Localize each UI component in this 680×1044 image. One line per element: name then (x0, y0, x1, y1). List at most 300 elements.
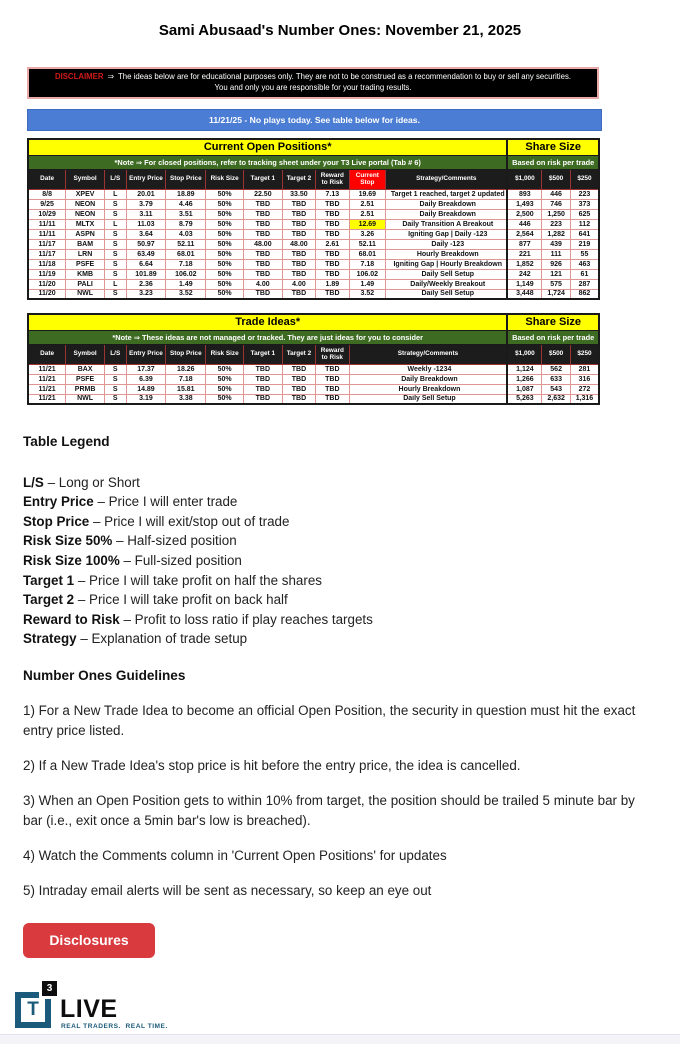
cell-s250: 463 (570, 259, 599, 269)
cell-symbol: ASPN (66, 229, 105, 239)
cell-t2: TBD (282, 394, 315, 404)
table-row (28, 394, 599, 404)
cell-ls: S (104, 239, 126, 249)
column-header-strategy: Strategy/Comments (349, 344, 507, 364)
table-note: *Note ⇒ For closed positions, refer to tracking sheet under your T3 Live portal (Tab # 6) (28, 155, 507, 169)
cell-rr: TBD (316, 229, 349, 239)
disclaimer-line-1 (35, 72, 591, 83)
column-header-date: Date (28, 169, 66, 189)
cell-entry: 63.49 (126, 249, 166, 259)
cell-s1000: 446 (507, 219, 541, 229)
cell-strategy: Igniting Gap | Daily -123 (386, 229, 508, 239)
cell-risk: 50% (206, 199, 244, 209)
cell-symbol: LRN (66, 249, 105, 259)
cell-ls: S (104, 374, 126, 384)
cell-rr: TBD (316, 364, 349, 374)
cell-stop: 52.11 (166, 239, 206, 249)
cell-ls: S (104, 209, 126, 219)
cell-stop: 3.52 (166, 289, 206, 299)
cell-cur_stop: 7.18 (349, 259, 386, 269)
cell-cur_stop: 2.51 (349, 209, 386, 219)
cell-t2: TBD (282, 384, 315, 394)
table-note-row (28, 155, 599, 169)
cell-s500: 1,282 (542, 229, 571, 239)
cell-stop: 7.18 (166, 259, 206, 269)
legend-term: Strategy (23, 631, 77, 647)
cell-t2: TBD (282, 209, 315, 219)
column-header-s500: $500 (542, 169, 571, 189)
cell-risk: 50% (206, 289, 244, 299)
cell-date: 11/21 (28, 364, 66, 374)
column-header-t2: Target 2 (282, 344, 315, 364)
column-header-stop: Stop Price (166, 169, 206, 189)
cell-date: 8/8 (28, 189, 66, 199)
cell-t1: TBD (243, 394, 282, 404)
column-header-symbol: Symbol (66, 169, 105, 189)
cell-s250: 316 (570, 374, 599, 384)
cell-rr: TBD (316, 394, 349, 404)
cell-risk: 50% (206, 239, 244, 249)
cell-date: 11/19 (28, 269, 66, 279)
cell-s1000: 1,087 (507, 384, 541, 394)
legend-term: Stop Price (23, 513, 90, 529)
cell-risk: 50% (206, 209, 244, 219)
disclaimer-text: The ideas below are for educational purposes only. They are not to be construed as a recommendation to buy or sell any securities. (118, 72, 572, 81)
cell-t1: TBD (243, 259, 282, 269)
cell-entry: 20.01 (126, 189, 166, 199)
cell-s500: 746 (542, 199, 571, 209)
cell-t1: 48.00 (243, 239, 282, 249)
column-header-ls: L/S (104, 169, 126, 189)
cell-entry: 6.39 (126, 374, 166, 384)
legend-heading: Table Legend (23, 434, 110, 449)
table-row (28, 364, 599, 374)
guideline-item: 2) If a New Trade Idea's stop price is hit before the entry price, the idea is cancelled. (23, 757, 521, 773)
table-row (28, 374, 599, 384)
cell-date: 11/11 (28, 229, 66, 239)
cell-s250: 281 (570, 364, 599, 374)
cell-t2: TBD (282, 374, 315, 384)
cell-entry: 3.64 (126, 229, 166, 239)
cell-entry: 14.89 (126, 384, 166, 394)
legend-term: Reward to Risk (23, 611, 120, 627)
cell-s250: 55 (570, 249, 599, 259)
cell-entry: 3.19 (126, 394, 166, 404)
cell-s500: 562 (542, 364, 571, 374)
cell-date: 11/21 (28, 394, 66, 404)
share-size-title: Share Size (507, 139, 599, 155)
cell-date: 11/17 (28, 249, 66, 259)
column-header-s1000: $1,000 (507, 344, 541, 364)
cell-s1000: 2,500 (507, 209, 541, 219)
cell-date: 10/29 (28, 209, 66, 219)
table-title-row (28, 139, 599, 155)
guideline-item: 3) When an Open Position gets to within 10% from target, the position should be trailed 5 minute bar by bar (i.e., exit once a 5min bar's low is breached). (23, 792, 635, 828)
cell-symbol: BAX (66, 364, 105, 374)
cell-t2: 48.00 (282, 239, 315, 249)
column-header-rr: Reward to Risk (316, 344, 349, 364)
column-header-stop: Stop Price (166, 344, 206, 364)
cell-ls: S (104, 269, 126, 279)
open-positions-table (27, 138, 600, 300)
cell-t2: TBD (282, 269, 315, 279)
disclaimer-line-2: You and only you are responsible for your trading results. (214, 82, 412, 92)
legend-term: Target 2 (23, 592, 75, 608)
cell-rr: 2.61 (316, 239, 349, 249)
cell-date: 11/21 (28, 374, 66, 384)
cell-strategy: Daily/Weekly Breakout (386, 279, 508, 289)
cell-t2: TBD (282, 219, 315, 229)
cell-cur_stop: 1.49 (349, 279, 386, 289)
share-size-title: Share Size (507, 314, 599, 330)
column-header-t1: Target 1 (243, 344, 282, 364)
cell-rr: 7.13 (316, 189, 349, 199)
cell-t1: TBD (243, 209, 282, 219)
cell-symbol: NEON (66, 199, 105, 209)
table-row (28, 189, 599, 199)
cell-t1: TBD (243, 384, 282, 394)
cell-strategy: Daily Sell Setup (386, 269, 508, 279)
legend-term: Risk Size 100% (23, 552, 120, 568)
cell-t2: TBD (282, 199, 315, 209)
cell-strategy: Daily -123 (386, 239, 508, 249)
cell-risk: 50% (206, 229, 244, 239)
cell-symbol: NWL (66, 394, 105, 404)
cell-s500: 926 (542, 259, 571, 269)
cell-stop: 7.18 (166, 374, 206, 384)
cell-s1000: 242 (507, 269, 541, 279)
cell-ls: S (104, 259, 126, 269)
cell-s500: 2,632 (542, 394, 571, 404)
t3-logo-three: 3 (42, 981, 57, 996)
cell-t1: TBD (243, 219, 282, 229)
table-row (28, 229, 599, 239)
cell-risk: 50% (206, 384, 244, 394)
guideline-item: 1) For a New Trade Idea to become an official Open Position, the security in question must hit the exact entry price listed. (23, 702, 636, 738)
share-size-note: Based on risk per trade (507, 330, 599, 344)
cell-s1000: 1,149 (507, 279, 541, 289)
cell-ls: S (104, 384, 126, 394)
cell-symbol: PSFE (66, 374, 105, 384)
legend-item (23, 629, 648, 649)
cell-s250: 112 (570, 219, 599, 229)
cell-risk: 50% (206, 259, 244, 269)
legend-item (23, 551, 648, 571)
cell-risk: 50% (206, 249, 244, 259)
cell-ls: S (104, 229, 126, 239)
cell-t1: TBD (243, 269, 282, 279)
column-header-row (28, 169, 599, 189)
table-row (28, 219, 599, 229)
column-header-t2: Target 2 (282, 169, 315, 189)
cell-s1000: 1,493 (507, 199, 541, 209)
cell-s1000: 5,263 (507, 394, 541, 404)
table-row (28, 384, 599, 394)
table-row (28, 249, 599, 259)
cell-cur_stop: 12.69 (349, 219, 386, 229)
legend-desc: – Price I will take profit on half the shares (77, 572, 322, 588)
cell-t2: 33.50 (282, 189, 315, 199)
cell-ls: S (104, 289, 126, 299)
footer-strip (0, 1034, 680, 1044)
legend-desc: – Explanation of trade setup (80, 631, 248, 647)
cell-strategy: Hourly Breakdown (386, 249, 508, 259)
t3-logo-tagline: REAL TRADERS. REAL TIME. (61, 1022, 168, 1030)
cell-s250: 641 (570, 229, 599, 239)
disclaimer-banner (27, 67, 599, 99)
cell-rr: TBD (316, 374, 349, 384)
cell-s1000: 877 (507, 239, 541, 249)
cell-rr: TBD (316, 259, 349, 269)
cell-strategy: Daily Breakdown (386, 199, 508, 209)
cell-ls: S (104, 199, 126, 209)
t3-logo-square (15, 992, 51, 1028)
legend-desc: – Full-sized position (123, 552, 242, 568)
cell-t1: TBD (243, 199, 282, 209)
legend-term: Risk Size 50% (23, 533, 113, 549)
cell-strategy: Daily Sell Setup (386, 289, 508, 299)
cell-date: 11/17 (28, 239, 66, 249)
cell-risk: 50% (206, 394, 244, 404)
legend-desc: – Price I will enter trade (97, 494, 238, 510)
table-title: Trade Ideas* (28, 314, 507, 330)
legend-item (23, 512, 648, 532)
cell-rr: TBD (316, 219, 349, 229)
column-header-s250: $250 (570, 344, 599, 364)
cell-cur_stop: 106.02 (349, 269, 386, 279)
cell-cur_stop: 2.51 (349, 199, 386, 209)
page-title: Sami Abusaad's Number Ones: November 21, 2025 (158, 22, 522, 39)
cell-t1: TBD (243, 229, 282, 239)
cell-s500: 223 (542, 219, 571, 229)
cell-rr: TBD (316, 384, 349, 394)
cell-t2: TBD (282, 259, 315, 269)
table-row (28, 239, 599, 249)
cell-symbol: NEON (66, 209, 105, 219)
cell-s250: 625 (570, 209, 599, 219)
cell-strategy: Hourly Breakdown (349, 384, 507, 394)
cell-s250: 862 (570, 289, 599, 299)
cell-symbol: NWL (66, 289, 105, 299)
column-header-s1000: $1,000 (507, 169, 541, 189)
cell-rr: TBD (316, 289, 349, 299)
column-header-date: Date (28, 344, 66, 364)
cell-s500: 575 (542, 279, 571, 289)
table-row (28, 199, 599, 209)
column-header-symbol: Symbol (66, 344, 105, 364)
legend-desc: – Price I will take profit on back half (77, 592, 288, 608)
t3-logo-live-text: LIVE (60, 994, 118, 1023)
cell-s1000: 3,448 (507, 289, 541, 299)
cell-risk: 50% (206, 364, 244, 374)
legend-desc: – Half-sized position (116, 533, 237, 549)
cell-rr: TBD (316, 249, 349, 259)
share-size-note: Based on risk per trade (507, 155, 599, 169)
cell-stop: 1.49 (166, 279, 206, 289)
cell-strategy: Target 1 reached, target 2 updated (386, 189, 508, 199)
cell-stop: 18.89 (166, 189, 206, 199)
cell-symbol: XPEV (66, 189, 105, 199)
cell-date: 11/20 (28, 279, 66, 289)
cell-risk: 50% (206, 374, 244, 384)
cell-stop: 8.79 (166, 219, 206, 229)
cell-cur_stop: 19.69 (349, 189, 386, 199)
column-header-ls: L/S (104, 344, 126, 364)
cell-s500: 543 (542, 384, 571, 394)
cell-symbol: PRMB (66, 384, 105, 394)
column-header-entry: Entry Price (126, 169, 166, 189)
cell-risk: 50% (206, 219, 244, 229)
legend-term: L/S (23, 474, 44, 490)
cell-s250: 373 (570, 199, 599, 209)
legend-term: Entry Price (23, 494, 94, 510)
cell-cur_stop: 3.52 (349, 289, 386, 299)
table-note: *Note ⇒ These ideas are not managed or tracked. They are just ideas for you to consider (28, 330, 507, 344)
cell-t2: TBD (282, 364, 315, 374)
cell-date: 11/11 (28, 219, 66, 229)
cell-ls: S (104, 364, 126, 374)
cell-s250: 219 (570, 239, 599, 249)
table-row (28, 209, 599, 219)
disclaimer-arrow-icon: ⇒ (107, 72, 114, 81)
cell-t1: 4.00 (243, 279, 282, 289)
cell-stop: 106.02 (166, 269, 206, 279)
guidelines-list (23, 701, 648, 901)
cell-t2: 4.00 (282, 279, 315, 289)
cell-stop: 4.46 (166, 199, 206, 209)
legend-item (23, 590, 648, 610)
cell-t1: TBD (243, 249, 282, 259)
daily-note-banner (27, 109, 602, 131)
legend-desc: – Profit to loss ratio if play reaches targets (123, 611, 373, 627)
cell-s1000: 1,852 (507, 259, 541, 269)
legend-desc: – Price I will exit/stop out of trade (92, 513, 290, 529)
cell-date: 11/20 (28, 289, 66, 299)
table-title-row (28, 314, 599, 330)
t3-logo-t: T (27, 998, 39, 1020)
cell-entry: 2.36 (126, 279, 166, 289)
cell-rr: TBD (316, 269, 349, 279)
cell-rr: 1.89 (316, 279, 349, 289)
legend-item (23, 610, 648, 630)
cell-symbol: MLTX (66, 219, 105, 229)
body-text (23, 432, 648, 901)
cell-s500: 439 (542, 239, 571, 249)
cell-s500: 446 (542, 189, 571, 199)
cell-strategy: Daily Sell Setup (349, 394, 507, 404)
legend-desc: – Long or Short (47, 474, 140, 490)
cell-entry: 3.11 (126, 209, 166, 219)
cell-s500: 1,724 (542, 289, 571, 299)
column-header-row (28, 344, 599, 364)
cell-stop: 68.01 (166, 249, 206, 259)
cell-t2: TBD (282, 289, 315, 299)
cell-symbol: KMB (66, 269, 105, 279)
column-header-s500: $500 (542, 344, 571, 364)
guidelines-heading: Number Ones Guidelines (23, 667, 186, 683)
cell-t1: TBD (243, 374, 282, 384)
column-header-rr: Reward to Risk (316, 169, 349, 189)
cell-s250: 287 (570, 279, 599, 289)
disclosures-button[interactable]: Disclosures (23, 923, 155, 958)
cell-s500: 121 (542, 269, 571, 279)
cell-s1000: 1,266 (507, 374, 541, 384)
cell-entry: 6.64 (126, 259, 166, 269)
legend-item (23, 473, 648, 493)
cell-entry: 101.89 (126, 269, 166, 279)
cell-entry: 50.97 (126, 239, 166, 249)
cell-s250: 1,316 (570, 394, 599, 404)
cell-t2: TBD (282, 229, 315, 239)
cell-risk: 50% (206, 189, 244, 199)
cell-stop: 4.03 (166, 229, 206, 239)
column-header-entry: Entry Price (126, 344, 166, 364)
cell-stop: 15.81 (166, 384, 206, 394)
table-note-row (28, 330, 599, 344)
column-header-risk: Risk Size (206, 344, 244, 364)
guideline-item: 4) Watch the Comments column in 'Current Open Positions' for updates (23, 847, 447, 863)
daily-note-text: 11/21/25 - No plays today. See table below for ideas. (209, 115, 420, 125)
column-header-t1: Target 1 (243, 169, 282, 189)
cell-stop: 3.38 (166, 394, 206, 404)
cell-entry: 3.23 (126, 289, 166, 299)
cell-t2: TBD (282, 249, 315, 259)
cell-strategy: Daily Transition A Breakout (386, 219, 508, 229)
cell-ls: L (104, 219, 126, 229)
cell-s250: 223 (570, 189, 599, 199)
table-row (28, 259, 599, 269)
cell-s1000: 1,124 (507, 364, 541, 374)
cell-s1000: 893 (507, 189, 541, 199)
cell-s1000: 221 (507, 249, 541, 259)
cell-strategy: Igniting Gap | Hourly Breakdown (386, 259, 508, 269)
cell-stop: 3.51 (166, 209, 206, 219)
cell-risk: 50% (206, 269, 244, 279)
cell-s500: 633 (542, 374, 571, 384)
cell-date: 11/21 (28, 384, 66, 394)
cell-entry: 11.03 (126, 219, 166, 229)
cell-s250: 272 (570, 384, 599, 394)
cell-cur_stop: 3.26 (349, 229, 386, 239)
cell-risk: 50% (206, 279, 244, 289)
cell-ls: S (104, 249, 126, 259)
cell-s500: 111 (542, 249, 571, 259)
table-row (28, 269, 599, 279)
legend-item (23, 531, 648, 551)
table-row (28, 289, 599, 299)
cell-ls: L (104, 189, 126, 199)
t3-live-logo (12, 978, 212, 1038)
cell-s500: 1,250 (542, 209, 571, 219)
legend-item (23, 571, 648, 591)
cell-cur_stop: 68.01 (349, 249, 386, 259)
column-header-risk: Risk Size (206, 169, 244, 189)
cell-symbol: BAM (66, 239, 105, 249)
cell-entry: 17.37 (126, 364, 166, 374)
cell-t1: 22.50 (243, 189, 282, 199)
cell-cur_stop: 52.11 (349, 239, 386, 249)
table-row (28, 279, 599, 289)
column-header-s250: $250 (570, 169, 599, 189)
guideline-item: 5) Intraday email alerts will be sent as necessary, so keep an eye out (23, 882, 432, 898)
cell-t1: TBD (243, 289, 282, 299)
cell-symbol: PALI (66, 279, 105, 289)
legend-term: Target 1 (23, 572, 75, 588)
cell-s250: 61 (570, 269, 599, 279)
trade-ideas-table (27, 313, 600, 405)
cell-date: 9/25 (28, 199, 66, 209)
cell-strategy: Daily Breakdown (349, 374, 507, 384)
